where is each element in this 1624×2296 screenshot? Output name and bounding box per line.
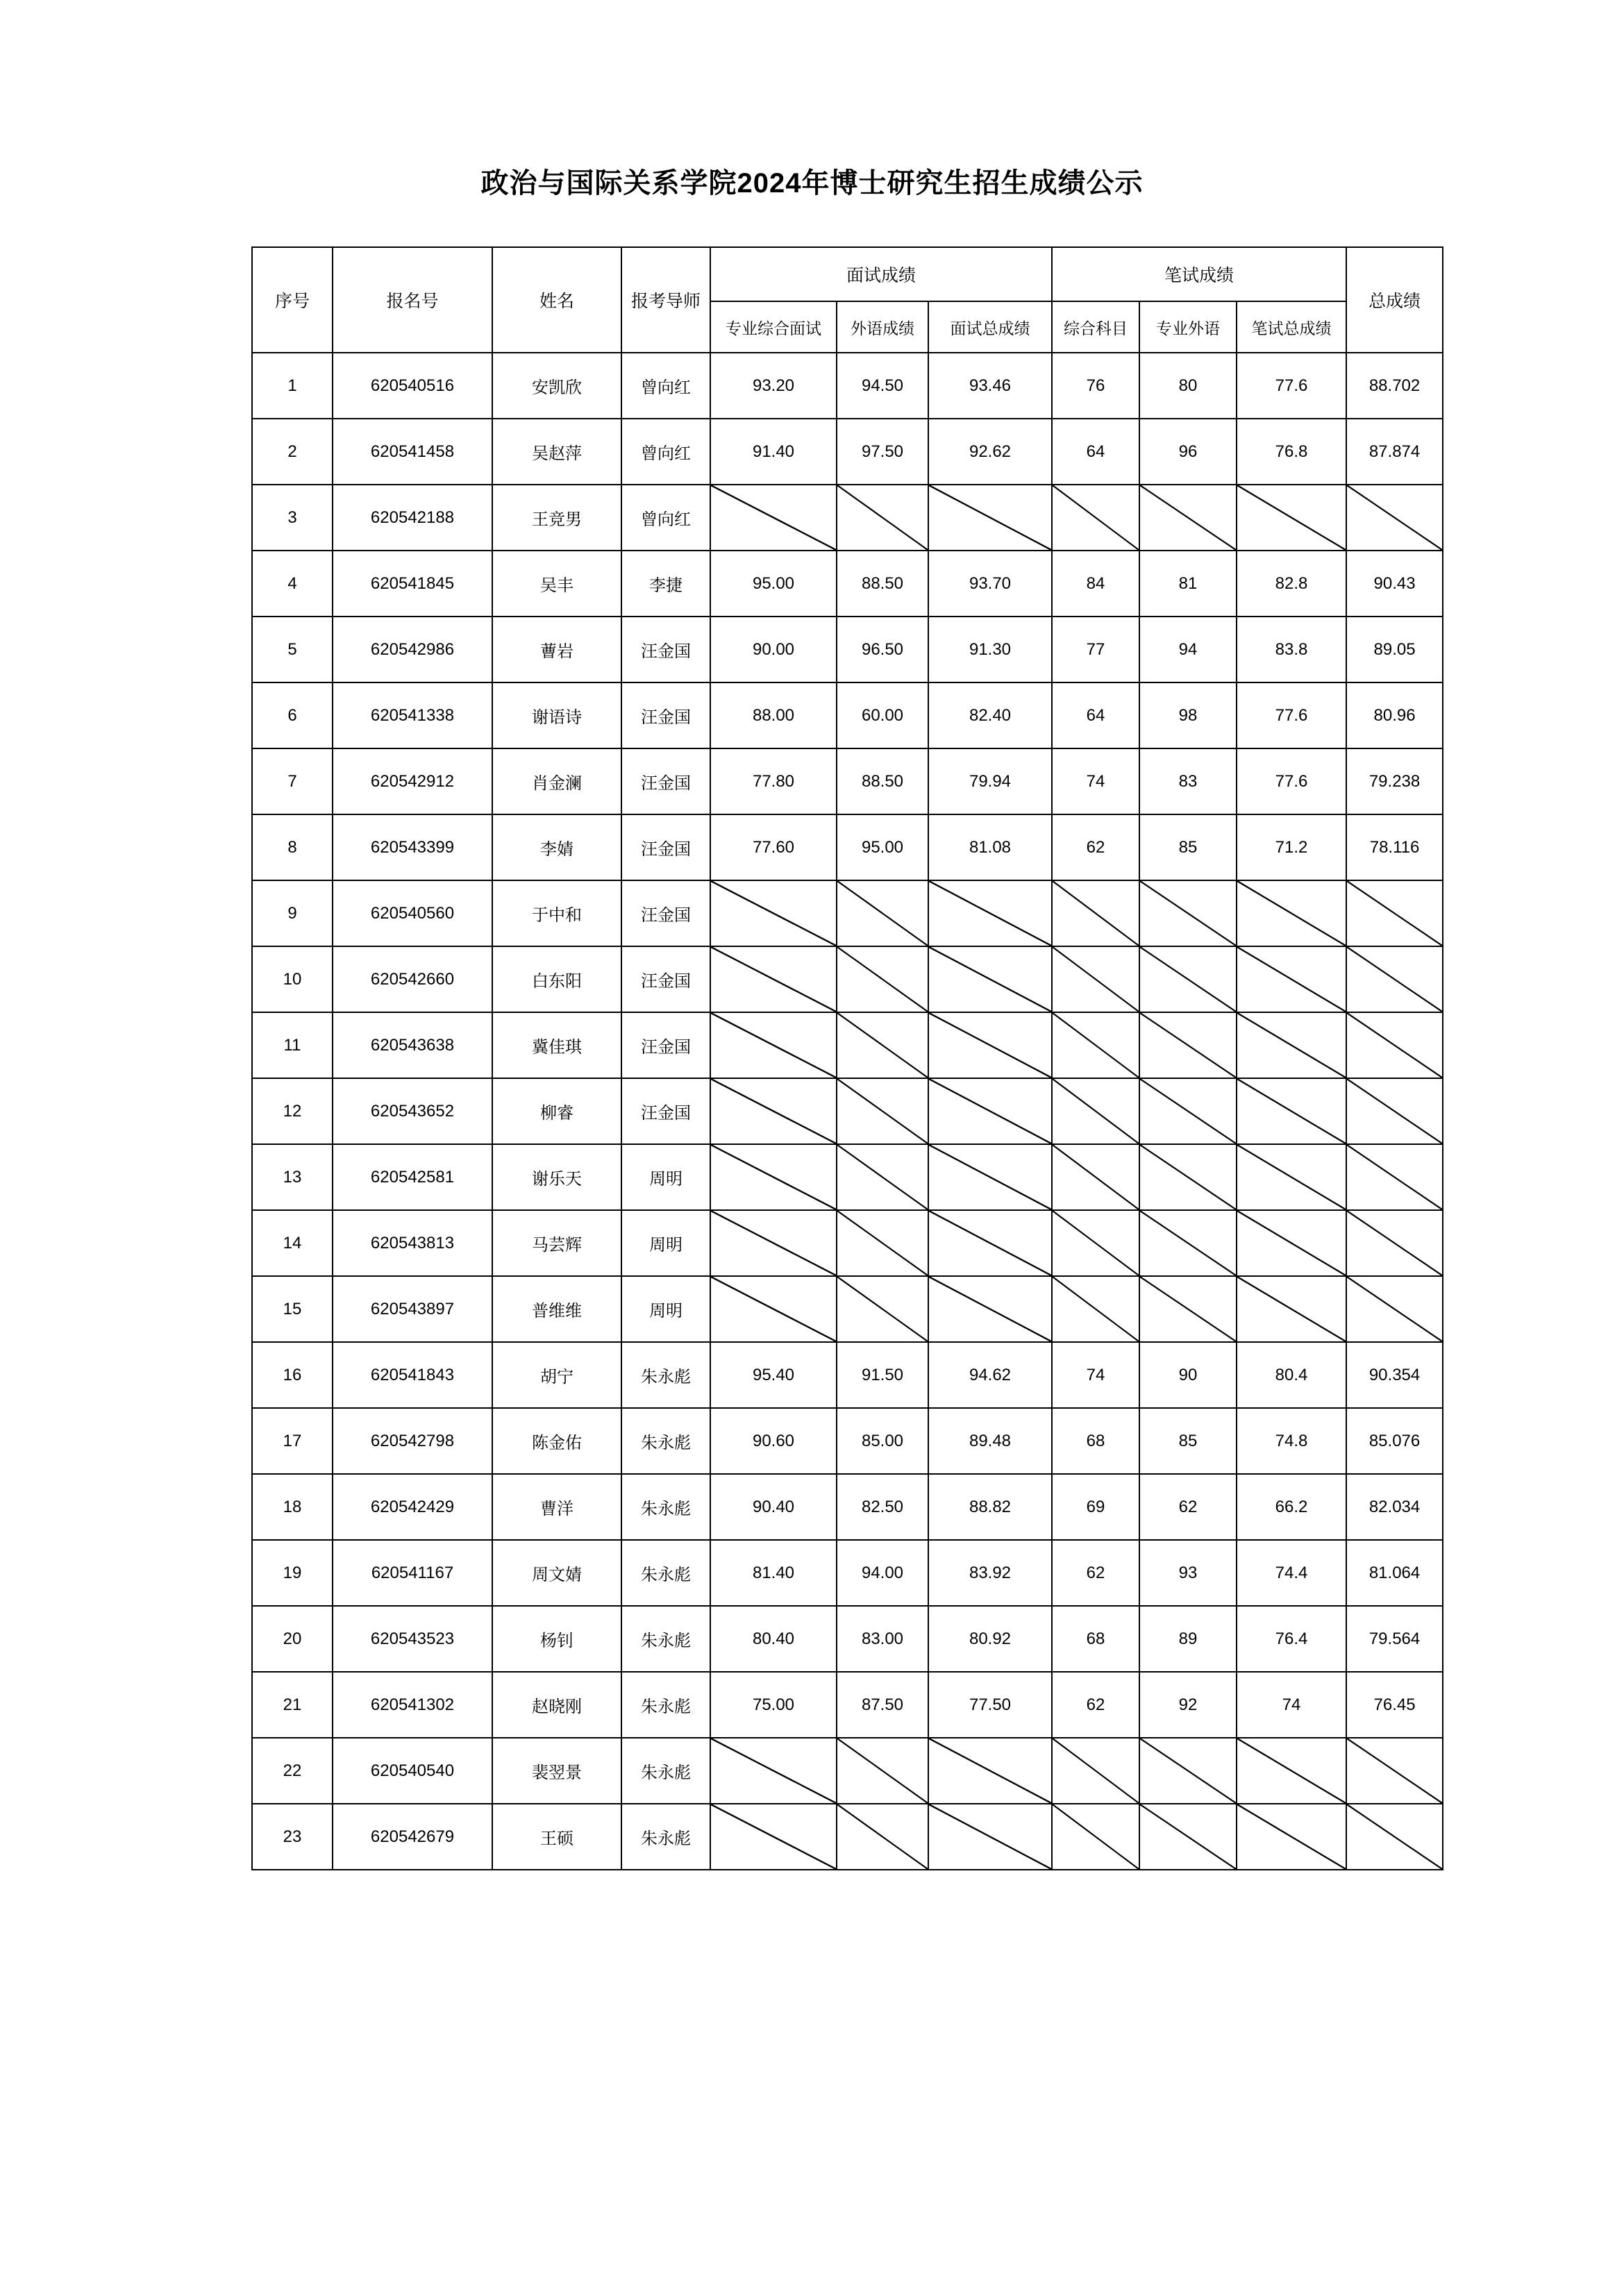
cell-written-total — [1237, 946, 1346, 1012]
cell-tutor: 朱永彪 — [621, 1672, 710, 1738]
cell-written-foreign: 81 — [1139, 551, 1237, 617]
cell-reg-no: 620543813 — [333, 1210, 492, 1276]
table-row — [252, 1606, 1443, 1672]
cell-interview-total — [928, 880, 1052, 946]
cell-name: 曹洋 — [492, 1474, 621, 1540]
cell-written-comprehensive — [1052, 1078, 1139, 1144]
cell-tutor: 朱永彪 — [621, 1540, 710, 1606]
cell-written-foreign: 80 — [1139, 353, 1237, 419]
cell-total-score: 90.354 — [1346, 1342, 1443, 1408]
cell-written-total — [1237, 1078, 1346, 1144]
cell-index: 23 — [252, 1804, 333, 1870]
cell-tutor: 曾向红 — [621, 353, 710, 419]
cell-written-comprehensive: 68 — [1052, 1408, 1139, 1474]
cell-reg-no: 620540560 — [333, 880, 492, 946]
cell-interview-total: 82.40 — [928, 682, 1052, 748]
cell-reg-no: 620542429 — [333, 1474, 492, 1540]
table-row — [252, 1210, 1443, 1276]
cell-written-total — [1237, 1012, 1346, 1078]
cell-interview-foreign: 87.50 — [837, 1672, 928, 1738]
cell-index: 8 — [252, 814, 333, 880]
cell-written-foreign: 85 — [1139, 1408, 1237, 1474]
table-row — [252, 1804, 1443, 1870]
cell-reg-no: 620543399 — [333, 814, 492, 880]
cell-name: 安凯欣 — [492, 353, 621, 419]
cell-interview-total — [928, 946, 1052, 1012]
table-header — [252, 247, 1443, 353]
cell-written-total: 82.8 — [1237, 551, 1346, 617]
cell-total-score: 90.43 — [1346, 551, 1443, 617]
table-row — [252, 617, 1443, 682]
cell-index: 6 — [252, 682, 333, 748]
cell-index: 7 — [252, 748, 333, 814]
cell-total-score — [1346, 880, 1443, 946]
cell-written-comprehensive: 62 — [1052, 1540, 1139, 1606]
cell-interview-total: 93.46 — [928, 353, 1052, 419]
cell-name: 柳睿 — [492, 1078, 621, 1144]
cell-written-foreign: 98 — [1139, 682, 1237, 748]
cell-tutor: 曾向红 — [621, 485, 710, 551]
cell-index: 16 — [252, 1342, 333, 1408]
cell-written-total — [1237, 1276, 1346, 1342]
cell-interview-total: 94.62 — [928, 1342, 1052, 1408]
cell-index: 17 — [252, 1408, 333, 1474]
cell-total-score — [1346, 1738, 1443, 1804]
cell-interview-major: 95.40 — [710, 1342, 837, 1408]
cell-interview-foreign: 88.50 — [837, 748, 928, 814]
table-row — [252, 814, 1443, 880]
cell-written-total: 66.2 — [1237, 1474, 1346, 1540]
cell-written-total: 74 — [1237, 1672, 1346, 1738]
table-row — [252, 1672, 1443, 1738]
cell-name: 李婧 — [492, 814, 621, 880]
score-table-container — [251, 246, 1421, 1870]
cell-reg-no: 620542188 — [333, 485, 492, 551]
cell-total-score — [1346, 946, 1443, 1012]
cell-interview-total: 92.62 — [928, 419, 1052, 485]
table-row — [252, 1342, 1443, 1408]
cell-reg-no: 620542660 — [333, 946, 492, 1012]
cell-interview-foreign: 94.50 — [837, 353, 928, 419]
cell-interview-total — [928, 1078, 1052, 1144]
cell-interview-foreign — [837, 946, 928, 1012]
header-written-comprehensive: 综合科目 — [1052, 301, 1139, 353]
header-written-group: 笔试成绩 — [1052, 247, 1346, 301]
cell-written-total — [1237, 880, 1346, 946]
cell-interview-major: 90.40 — [710, 1474, 837, 1540]
cell-interview-foreign: 95.00 — [837, 814, 928, 880]
cell-tutor: 朱永彪 — [621, 1804, 710, 1870]
cell-total-score — [1346, 485, 1443, 551]
cell-index: 5 — [252, 617, 333, 682]
table-row — [252, 1144, 1443, 1210]
cell-interview-total: 79.94 — [928, 748, 1052, 814]
cell-written-total — [1237, 1144, 1346, 1210]
cell-tutor: 周明 — [621, 1210, 710, 1276]
cell-written-total: 83.8 — [1237, 617, 1346, 682]
cell-tutor: 汪金国 — [621, 880, 710, 946]
cell-interview-major: 77.80 — [710, 748, 837, 814]
cell-interview-foreign — [837, 1144, 928, 1210]
cell-tutor: 李捷 — [621, 551, 710, 617]
cell-interview-major: 91.40 — [710, 419, 837, 485]
table-row — [252, 353, 1443, 419]
cell-name: 裴翌景 — [492, 1738, 621, 1804]
cell-interview-total: 80.92 — [928, 1606, 1052, 1672]
cell-interview-major — [710, 1078, 837, 1144]
cell-name: 肖金澜 — [492, 748, 621, 814]
cell-interview-total: 91.30 — [928, 617, 1052, 682]
cell-reg-no: 620541167 — [333, 1540, 492, 1606]
cell-total-score: 76.45 — [1346, 1672, 1443, 1738]
cell-written-comprehensive: 64 — [1052, 419, 1139, 485]
cell-index: 22 — [252, 1738, 333, 1804]
header-name: 姓名 — [492, 247, 621, 353]
cell-interview-major — [710, 946, 837, 1012]
cell-reg-no: 620540540 — [333, 1738, 492, 1804]
cell-total-score — [1346, 1210, 1443, 1276]
cell-index: 4 — [252, 551, 333, 617]
cell-name: 谢语诗 — [492, 682, 621, 748]
cell-interview-total: 89.48 — [928, 1408, 1052, 1474]
cell-interview-major: 88.00 — [710, 682, 837, 748]
cell-written-comprehensive — [1052, 1012, 1139, 1078]
cell-written-foreign — [1139, 1276, 1237, 1342]
cell-tutor: 曾向红 — [621, 419, 710, 485]
cell-index: 9 — [252, 880, 333, 946]
cell-index: 14 — [252, 1210, 333, 1276]
cell-interview-major: 95.00 — [710, 551, 837, 617]
cell-written-foreign: 89 — [1139, 1606, 1237, 1672]
cell-written-foreign: 94 — [1139, 617, 1237, 682]
cell-tutor: 朱永彪 — [621, 1738, 710, 1804]
cell-written-foreign: 96 — [1139, 419, 1237, 485]
cell-written-foreign: 92 — [1139, 1672, 1237, 1738]
cell-interview-major — [710, 1012, 837, 1078]
cell-reg-no: 620543638 — [333, 1012, 492, 1078]
cell-written-comprehensive: 74 — [1052, 1342, 1139, 1408]
cell-interview-total: 83.92 — [928, 1540, 1052, 1606]
cell-interview-foreign — [837, 1738, 928, 1804]
cell-name: 吴赵萍 — [492, 419, 621, 485]
cell-written-total: 76.4 — [1237, 1606, 1346, 1672]
header-tutor: 报考导师 — [621, 247, 710, 353]
cell-total-score: 79.238 — [1346, 748, 1443, 814]
cell-interview-major — [710, 1210, 837, 1276]
cell-interview-foreign: 97.50 — [837, 419, 928, 485]
table-row — [252, 880, 1443, 946]
cell-total-score: 82.034 — [1346, 1474, 1443, 1540]
cell-interview-total: 88.82 — [928, 1474, 1052, 1540]
cell-reg-no: 620542912 — [333, 748, 492, 814]
cell-written-comprehensive: 62 — [1052, 814, 1139, 880]
cell-written-foreign: 62 — [1139, 1474, 1237, 1540]
cell-reg-no: 620540516 — [333, 353, 492, 419]
cell-index: 2 — [252, 419, 333, 485]
cell-total-score — [1346, 1012, 1443, 1078]
cell-written-total: 74.8 — [1237, 1408, 1346, 1474]
cell-interview-major: 90.00 — [710, 617, 837, 682]
cell-name: 陈金佑 — [492, 1408, 621, 1474]
header-interview-major: 专业综合面试 — [710, 301, 837, 353]
cell-total-score: 78.116 — [1346, 814, 1443, 880]
cell-interview-foreign: 96.50 — [837, 617, 928, 682]
cell-name: 冀佳琪 — [492, 1012, 621, 1078]
cell-total-score: 87.874 — [1346, 419, 1443, 485]
table-row — [252, 419, 1443, 485]
cell-reg-no: 620541458 — [333, 419, 492, 485]
table-row — [252, 1012, 1443, 1078]
cell-tutor: 朱永彪 — [621, 1342, 710, 1408]
cell-written-foreign — [1139, 1012, 1237, 1078]
table-row — [252, 485, 1443, 551]
cell-written-foreign — [1139, 1078, 1237, 1144]
table-body — [252, 353, 1443, 1870]
cell-reg-no: 620542581 — [333, 1144, 492, 1210]
cell-written-total: 77.6 — [1237, 748, 1346, 814]
cell-interview-foreign: 94.00 — [837, 1540, 928, 1606]
cell-interview-foreign — [837, 1804, 928, 1870]
cell-written-foreign — [1139, 880, 1237, 946]
cell-interview-major: 90.60 — [710, 1408, 837, 1474]
cell-written-comprehensive — [1052, 1210, 1139, 1276]
table-header-row-1 — [252, 247, 1443, 301]
cell-total-score — [1346, 1144, 1443, 1210]
cell-index: 1 — [252, 353, 333, 419]
cell-interview-total: 77.50 — [928, 1672, 1052, 1738]
table-row — [252, 682, 1443, 748]
cell-tutor: 朱永彪 — [621, 1408, 710, 1474]
cell-written-foreign — [1139, 1804, 1237, 1870]
cell-index: 3 — [252, 485, 333, 551]
cell-written-comprehensive: 77 — [1052, 617, 1139, 682]
header-interview-foreign: 外语成绩 — [837, 301, 928, 353]
cell-written-total: 77.6 — [1237, 353, 1346, 419]
cell-written-comprehensive — [1052, 1738, 1139, 1804]
cell-interview-total: 93.70 — [928, 551, 1052, 617]
cell-tutor: 汪金国 — [621, 1078, 710, 1144]
cell-interview-foreign — [837, 485, 928, 551]
cell-written-comprehensive: 62 — [1052, 1672, 1139, 1738]
cell-total-score — [1346, 1804, 1443, 1870]
cell-reg-no: 620543523 — [333, 1606, 492, 1672]
table-row — [252, 1738, 1443, 1804]
cell-name: 王竞男 — [492, 485, 621, 551]
cell-name: 白东阳 — [492, 946, 621, 1012]
cell-tutor: 周明 — [621, 1144, 710, 1210]
cell-written-total — [1237, 1738, 1346, 1804]
cell-written-total — [1237, 485, 1346, 551]
header-reg-no: 报名号 — [333, 247, 492, 353]
cell-written-comprehensive: 68 — [1052, 1606, 1139, 1672]
header-interview-group: 面试成绩 — [710, 247, 1052, 301]
table-row — [252, 748, 1443, 814]
cell-index: 20 — [252, 1606, 333, 1672]
cell-interview-total — [928, 485, 1052, 551]
header-written-foreign: 专业外语 — [1139, 301, 1237, 353]
cell-written-comprehensive — [1052, 1144, 1139, 1210]
cell-index: 10 — [252, 946, 333, 1012]
cell-reg-no: 620542679 — [333, 1804, 492, 1870]
table-row — [252, 1078, 1443, 1144]
cell-written-total: 80.4 — [1237, 1342, 1346, 1408]
cell-interview-major: 80.40 — [710, 1606, 837, 1672]
cell-interview-foreign: 83.00 — [837, 1606, 928, 1672]
cell-name: 赵晓刚 — [492, 1672, 621, 1738]
cell-interview-major — [710, 1144, 837, 1210]
cell-total-score: 89.05 — [1346, 617, 1443, 682]
cell-reg-no: 620543652 — [333, 1078, 492, 1144]
table-row — [252, 946, 1443, 1012]
cell-interview-major — [710, 485, 837, 551]
cell-reg-no: 620542798 — [333, 1408, 492, 1474]
cell-index: 18 — [252, 1474, 333, 1540]
cell-interview-total — [928, 1276, 1052, 1342]
cell-index: 12 — [252, 1078, 333, 1144]
cell-interview-major: 77.60 — [710, 814, 837, 880]
cell-written-total — [1237, 1210, 1346, 1276]
cell-total-score — [1346, 1078, 1443, 1144]
cell-tutor: 汪金国 — [621, 748, 710, 814]
cell-written-comprehensive: 74 — [1052, 748, 1139, 814]
cell-index: 11 — [252, 1012, 333, 1078]
cell-total-score: 88.702 — [1346, 353, 1443, 419]
cell-index: 19 — [252, 1540, 333, 1606]
cell-interview-total — [928, 1804, 1052, 1870]
cell-tutor: 汪金国 — [621, 946, 710, 1012]
cell-interview-total — [928, 1738, 1052, 1804]
cell-tutor: 朱永彪 — [621, 1606, 710, 1672]
cell-reg-no: 620541338 — [333, 682, 492, 748]
cell-tutor: 朱永彪 — [621, 1474, 710, 1540]
cell-written-comprehensive: 64 — [1052, 682, 1139, 748]
table-row — [252, 1276, 1443, 1342]
cell-written-comprehensive — [1052, 485, 1139, 551]
cell-name: 普维维 — [492, 1276, 621, 1342]
cell-tutor: 汪金国 — [621, 1012, 710, 1078]
cell-name: 周文婧 — [492, 1540, 621, 1606]
cell-index: 21 — [252, 1672, 333, 1738]
cell-interview-major: 93.20 — [710, 353, 837, 419]
cell-written-comprehensive: 84 — [1052, 551, 1139, 617]
cell-interview-major — [710, 1276, 837, 1342]
cell-total-score: 79.564 — [1346, 1606, 1443, 1672]
cell-interview-foreign: 88.50 — [837, 551, 928, 617]
cell-interview-major: 81.40 — [710, 1540, 837, 1606]
table-row — [252, 1408, 1443, 1474]
cell-written-foreign — [1139, 1210, 1237, 1276]
cell-total-score: 85.076 — [1346, 1408, 1443, 1474]
cell-interview-total — [928, 1144, 1052, 1210]
cell-tutor: 汪金国 — [621, 682, 710, 748]
cell-tutor: 周明 — [621, 1276, 710, 1342]
cell-interview-major: 75.00 — [710, 1672, 837, 1738]
cell-written-foreign — [1139, 946, 1237, 1012]
cell-written-comprehensive — [1052, 1276, 1139, 1342]
cell-written-comprehensive — [1052, 946, 1139, 1012]
cell-written-total: 77.6 — [1237, 682, 1346, 748]
cell-interview-foreign: 85.00 — [837, 1408, 928, 1474]
cell-written-comprehensive: 76 — [1052, 353, 1139, 419]
cell-interview-major — [710, 1738, 837, 1804]
cell-name: 马芸辉 — [492, 1210, 621, 1276]
cell-reg-no: 620541843 — [333, 1342, 492, 1408]
cell-reg-no: 620543897 — [333, 1276, 492, 1342]
cell-written-foreign — [1139, 485, 1237, 551]
cell-interview-major — [710, 1804, 837, 1870]
cell-interview-total — [928, 1012, 1052, 1078]
header-index: 序号 — [252, 247, 333, 353]
cell-index: 13 — [252, 1144, 333, 1210]
cell-interview-foreign — [837, 1276, 928, 1342]
cell-interview-foreign — [837, 1078, 928, 1144]
cell-reg-no: 620542986 — [333, 617, 492, 682]
cell-written-foreign — [1139, 1144, 1237, 1210]
cell-interview-foreign — [837, 880, 928, 946]
cell-written-foreign: 90 — [1139, 1342, 1237, 1408]
cell-interview-total: 81.08 — [928, 814, 1052, 880]
cell-written-total — [1237, 1804, 1346, 1870]
header-written-total: 笔试总成绩 — [1237, 301, 1346, 353]
cell-reg-no: 620541845 — [333, 551, 492, 617]
header-total: 总成绩 — [1346, 247, 1443, 353]
cell-interview-foreign: 82.50 — [837, 1474, 928, 1540]
cell-interview-foreign: 60.00 — [837, 682, 928, 748]
cell-total-score — [1346, 1276, 1443, 1342]
cell-name: 胡宁 — [492, 1342, 621, 1408]
table-row — [252, 1540, 1443, 1606]
cell-written-comprehensive: 69 — [1052, 1474, 1139, 1540]
cell-interview-major — [710, 880, 837, 946]
cell-written-foreign: 85 — [1139, 814, 1237, 880]
cell-written-total: 76.8 — [1237, 419, 1346, 485]
cell-written-foreign: 83 — [1139, 748, 1237, 814]
cell-name: 杨钊 — [492, 1606, 621, 1672]
cell-written-foreign: 93 — [1139, 1540, 1237, 1606]
cell-name: 蓸岩 — [492, 617, 621, 682]
cell-tutor: 汪金国 — [621, 617, 710, 682]
table-row — [252, 551, 1443, 617]
cell-reg-no: 620541302 — [333, 1672, 492, 1738]
page-title: 政治与国际关系学院2024年博士研究生招生成绩公示 — [480, 168, 1144, 199]
cell-tutor: 汪金国 — [621, 814, 710, 880]
cell-name: 王硕 — [492, 1804, 621, 1870]
cell-written-comprehensive — [1052, 1804, 1139, 1870]
table-row — [252, 1474, 1443, 1540]
cell-interview-foreign — [837, 1210, 928, 1276]
cell-total-score: 80.96 — [1346, 682, 1443, 748]
cell-name: 谢乐天 — [492, 1144, 621, 1210]
cell-written-foreign — [1139, 1738, 1237, 1804]
score-table — [251, 246, 1443, 1870]
cell-written-comprehensive — [1052, 880, 1139, 946]
cell-index: 15 — [252, 1276, 333, 1342]
cell-name: 于中和 — [492, 880, 621, 946]
cell-total-score: 81.064 — [1346, 1540, 1443, 1606]
cell-written-total: 74.4 — [1237, 1540, 1346, 1606]
cell-interview-foreign: 91.50 — [837, 1342, 928, 1408]
header-interview-total: 面试总成绩 — [928, 301, 1052, 353]
cell-written-total: 71.2 — [1237, 814, 1346, 880]
cell-name: 吴丰 — [492, 551, 621, 617]
cell-interview-foreign — [837, 1012, 928, 1078]
cell-interview-total — [928, 1210, 1052, 1276]
